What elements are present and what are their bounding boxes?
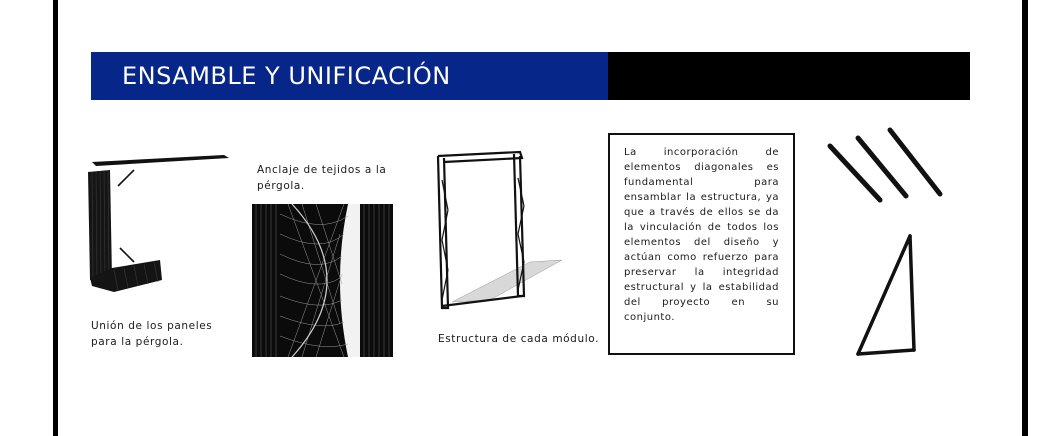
note-text: La incorporación de elementos diagonales es fundamental para ensamblar la estructura, ya que a través de ellos se da la vinculación de todos los elementos del diseño y actúan como refuerzo para preservar la integridad estructural y la estabilidad del proyecto en su conjunto. [624,147,779,323]
caption-module-structure: Estructura de cada módulo. [438,333,600,345]
section-title-bar [91,52,608,100]
diagonal-elements-note [608,133,795,355]
caption-fabric-anchoring: Anclaje de tejidos a la pérgola. [257,164,387,192]
title-bar-black-block [608,52,970,100]
caption-panel-joint: Unión de los paneles para la pérgola. [91,320,213,348]
panel-joint-illustration [84,150,234,295]
fabric-anchoring-photo [252,204,393,357]
page-border-left [53,0,58,436]
angled-brace-illustration [850,232,920,360]
diagonal-elements-illustration [822,124,947,206]
section-title: ENSAMBLE Y UNIFICACIÓN [122,62,451,90]
module-frame-illustration [430,150,570,315]
page-border-right [1022,0,1028,436]
